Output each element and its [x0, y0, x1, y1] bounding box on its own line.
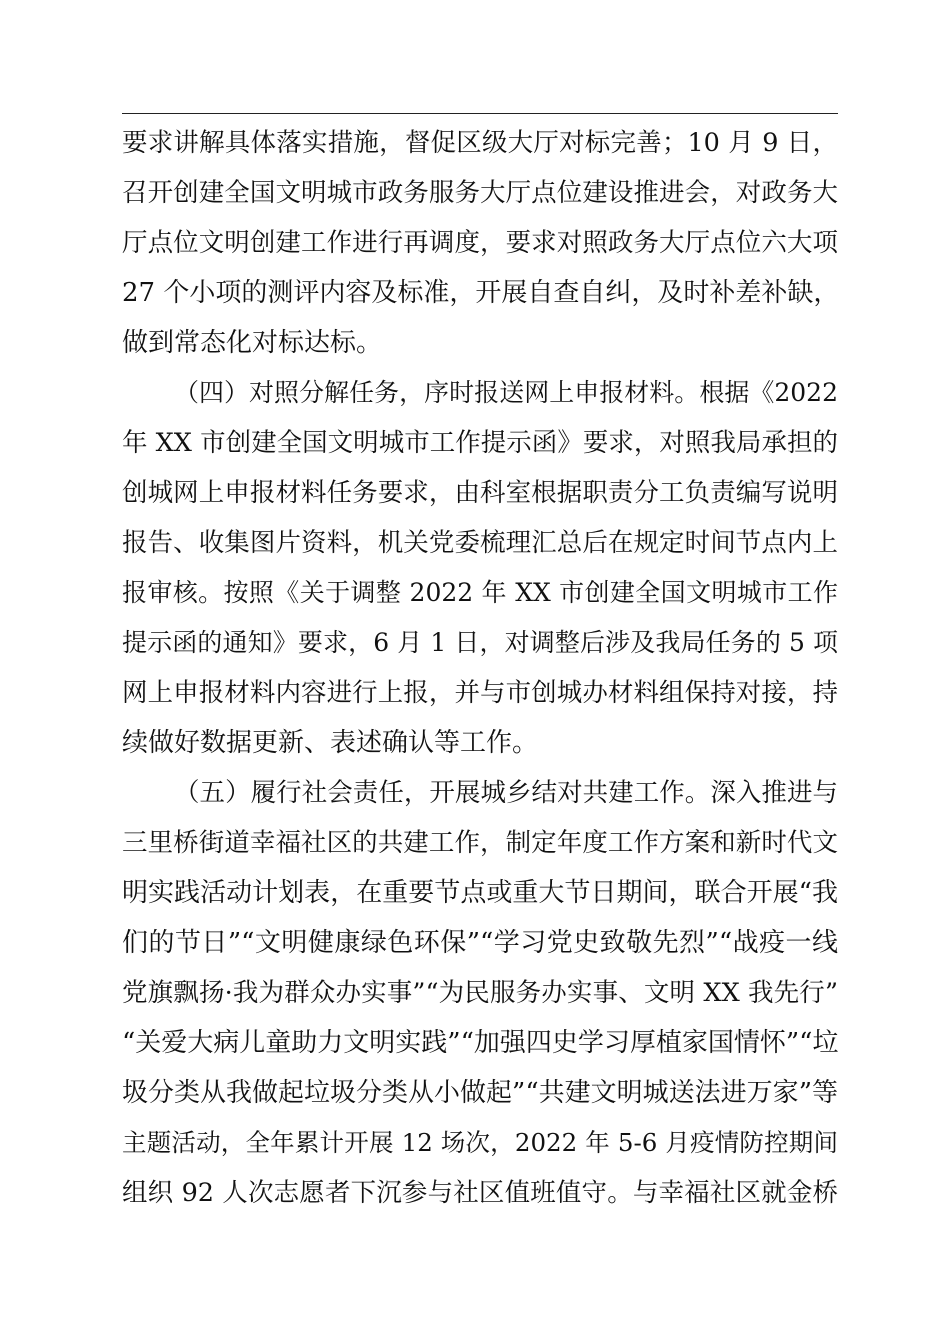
text-line: 明实践活动计划表，在重要节点或重大节日期间，联合开展“我: [122, 878, 838, 908]
text-line-indented: （五）履行社会责任，开展城乡结对共建工作。深入推进与: [174, 778, 838, 808]
text-line: 27 个小项的测评内容及标准，开展自查自纠，及时补差补缺，: [122, 278, 840, 308]
body-text: [122, 118, 838, 1218]
text-line: 们的节日”“文明健康绿色环保”“学习党史致敬先烈”“战疫一线: [122, 928, 838, 958]
text-line: 主题活动，全年累计开展 12 场次，2022 年 5-6 月疫情防控期间: [122, 1128, 838, 1157]
text-line: 要求讲解具体落实措施，督促区级大厅对标完善；10 月 9 日，: [122, 128, 838, 158]
text-line: 网上申报材料内容进行上报，并与市创城办材料组保持对接，持: [122, 678, 838, 708]
text-line: 提示函的通知》要求，6 月 1 日，对调整后涉及我局任务的 5 项: [122, 628, 838, 657]
paragraph-continuation: [122, 118, 838, 368]
paragraph-section-four: [122, 368, 838, 768]
text-line: 做到常态化对标达标。: [122, 328, 383, 358]
text-line: 圾分类从我做起垃圾分类从小做起”“共建文明城送法进万家”等: [122, 1078, 838, 1108]
text-line: 报告、收集图片资料，机关党委梳理汇总后在规定时间节点内上: [122, 528, 838, 558]
header-rule: [122, 113, 838, 114]
paragraph-section-five: [122, 768, 838, 1218]
text-line: 召开创建全国文明城市政务服务大厅点位建设推进会，对政务大: [122, 178, 838, 208]
text-line: 创城网上申报材料任务要求，由科室根据职责分工负责编写说明: [122, 478, 838, 508]
text-line: 报审核。按照《关于调整 2022 年 XX 市创建全国文明城市工作: [122, 578, 838, 607]
text-line: 年 XX 市创建全国文明城市工作提示函》要求，对照我局承担的: [122, 428, 838, 458]
text-line: 三里桥街道幸福社区的共建工作，制定年度工作方案和新时代文: [122, 828, 838, 858]
text-line: 厅点位文明创建工作进行再调度，要求对照政务大厅点位六大项: [122, 228, 838, 258]
text-line: 续做好数据更新、表述确认等工作。: [122, 728, 539, 758]
text-line-indented: （四）对照分解任务，序时报送网上申报材料。根据《2022: [174, 378, 838, 407]
text-line: “关爱大病儿童助力文明实践”“加强四史学习厚植家国情怀”“垃: [122, 1028, 839, 1058]
text-line: 党旗飘扬·我为群众办实事”“为民服务办实事、文明 XX 我先行”: [122, 978, 838, 1008]
text-line: 组织 92 人次志愿者下沉参与社区值班值守。与幸福社区就金桥: [122, 1178, 838, 1208]
